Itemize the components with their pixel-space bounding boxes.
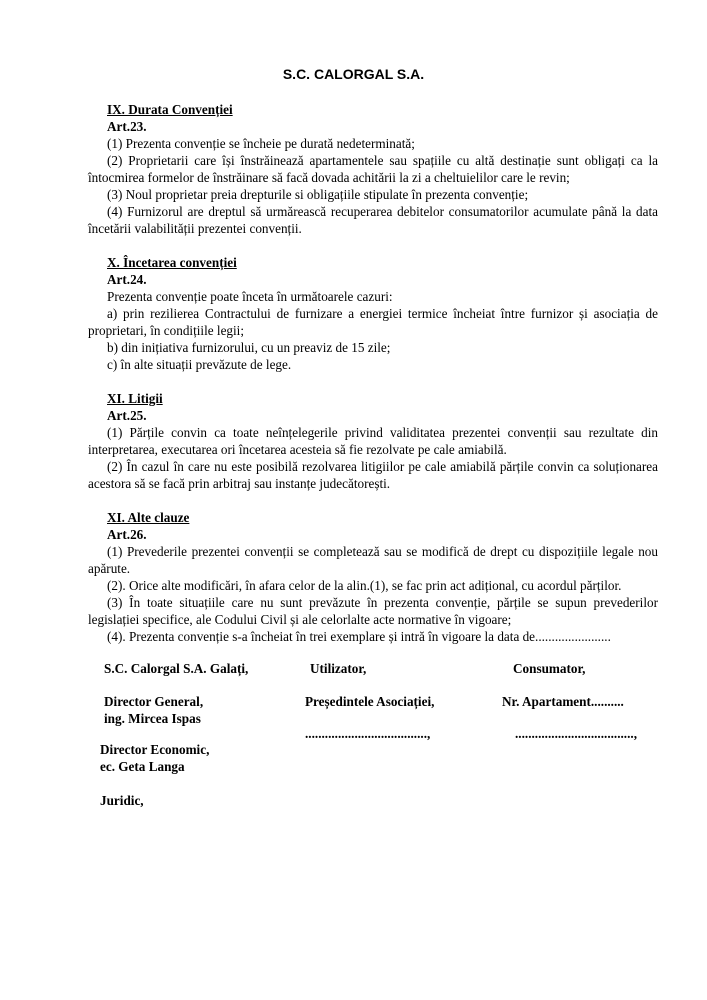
article-number: Art.25. xyxy=(107,408,147,423)
paragraph: (2) Proprietarii care își înstrăinează apartamentele sau spațiile cu altă destinație sunt obligați ca la întocmirea formelor de înstrăinare să facă dovada achitării la zi a cheltuielilor care le revin; xyxy=(88,153,658,185)
signature-party-consumator: Consumator, xyxy=(513,661,586,676)
signature-nr-apartament: Nr. Apartament.......... xyxy=(502,694,624,709)
section-alte-clauze xyxy=(88,509,658,645)
signature-party-utilizator: Utilizator, xyxy=(310,661,367,676)
paragraph: (3) Noul proprietar preia drepturile si obligațiile stipulate în prezenta convenție; xyxy=(107,187,529,202)
signature-party-furnizor: S.C. Calorgal S.A. Galați, xyxy=(104,661,249,676)
section-incetarea xyxy=(88,254,658,373)
signature-director-general-name: ing. Mircea Ispas xyxy=(104,711,201,726)
article-number: Art.23. xyxy=(107,119,147,134)
paragraph: (4) Furnizorul are dreptul să urmărească recuperarea debitelor consumatorilor acumulate până la data încetării valabilității prezentei convenții. xyxy=(88,204,658,236)
paragraph: (3) În toate situațiile care nu sunt prevăzute în prezenta convenție, părțile se supun prevederilor legislației specifice, ale Codului Civil și ale celorlalte acte normative în vigoare; xyxy=(88,595,658,627)
section-durata xyxy=(88,101,658,237)
section-heading: XI. Alte clauze xyxy=(107,510,190,525)
article-number: Art.26. xyxy=(107,527,147,542)
paragraph: c) în alte situații prevăzute de lege. xyxy=(107,357,292,372)
paragraph: Prezenta convenție poate înceta în următoarele cazuri: xyxy=(107,289,393,304)
signature-line-consumator: ...................................., xyxy=(515,726,637,741)
paragraph: (1) Prevederile prezentei convenții se completează sau se modifică de drept cu dispozițiile legale nou apărute. xyxy=(88,544,658,576)
section-heading: XI. Litigii xyxy=(107,391,163,406)
section-heading: X. Încetarea convenției xyxy=(107,255,237,270)
paragraph: (1) Prezenta convenție se încheie pe durată nedeterminată; xyxy=(107,136,415,151)
signature-presedinte: Președintele Asociației, xyxy=(305,694,435,709)
section-litigii xyxy=(88,390,658,492)
signature-director-general: Director General, xyxy=(104,694,204,709)
article-number: Art.24. xyxy=(107,272,147,287)
paragraph: (2). Orice alte modificări, în afara celor de la alin.(1), se fac prin act adițional, cu acordul părților. xyxy=(107,578,622,593)
signature-director-economic: Director Economic, xyxy=(100,742,210,757)
paragraph: a) prin rezilierea Contractului de furnizare a energiei termice încheiat între furnizor și asociația de proprietari, în condițiile legii; xyxy=(88,306,658,338)
document-body xyxy=(88,101,658,645)
signature-juridic: Juridic, xyxy=(100,793,144,808)
paragraph: (4). Prezenta convenție s-a încheiat în trei exemplare și intră în vigoare la data de....................... xyxy=(107,629,611,644)
section-heading: IX. Durata Convenției xyxy=(107,102,233,117)
paragraph: (2) În cazul în care nu este posibilă rezolvarea litigiilor pe cale amiabilă părțile convin ca soluționarea acestora să se facă prin arbitraj sau instanțe judecătorești. xyxy=(88,459,658,491)
paragraph: (1) Părțile convin ca toate neînțelegerile privind validitatea prezentei convenții sau rezultate din interpretarea, executarea ori încetarea acesteia să fie rezolvate pe cale amiabilă. xyxy=(88,425,658,457)
signature-director-economic-name: ec. Geta Langa xyxy=(100,759,185,774)
signature-line-utilizator: ....................................., xyxy=(305,726,431,741)
paragraph: b) din inițiativa furnizorului, cu un preaviz de 15 zile; xyxy=(107,340,391,355)
document-title: S.C. CALORGAL S.A. xyxy=(282,66,425,82)
